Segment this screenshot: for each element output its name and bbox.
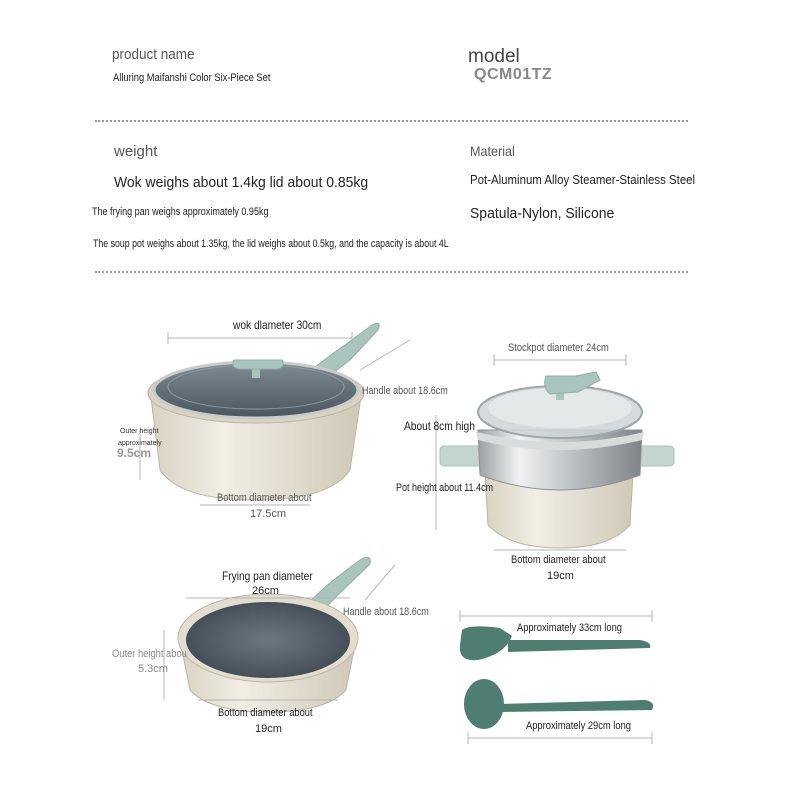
stockpot-diameter-label: Stockpot diameter 24cm — [508, 342, 609, 354]
frying-pan-bottom-line1: Bottom diameter about — [218, 707, 313, 719]
wok-bottom-line1: Bottom diameter about — [217, 492, 312, 504]
pot-height-label: Pot height about 11.4cm — [396, 482, 494, 494]
frying-pan-outer-height-line2: 5.3cm — [138, 663, 168, 675]
material-label: Material — [470, 143, 515, 159]
wok-image — [148, 323, 379, 500]
weight-soup-pot: The soup pot weighs about 1.35kg, the lid weighs about 0.5kg, and the capacity is about 4L — [93, 238, 449, 250]
wok-outer-height-line2: approximately — [118, 440, 162, 447]
weight-frying-pan: The frying pan weighs approximately 0.95kg — [92, 206, 269, 218]
frying-pan-handle-label: Handle about 18.6cm — [343, 606, 429, 618]
material-pot: Pot-Aluminum Alloy Steamer-Stainless Steel — [470, 172, 696, 187]
model-label: model — [468, 46, 520, 67]
wok-handle-label: Handle about 18.6cm — [362, 385, 448, 397]
stockpot-bottom-line2: 19cm — [547, 570, 574, 582]
stockpot-bottom-line1: Bottom diameter about — [511, 554, 606, 566]
ladle-length-label: Approximately 29cm long — [526, 720, 631, 732]
wok-outer-height-line1: Outer height — [120, 428, 159, 435]
wok-outer-height-value: 9.5cm — [117, 446, 152, 460]
frying-pan-outer-height-line1: Outer height abou — [112, 648, 187, 660]
model-value: QCM01TZ — [474, 66, 553, 83]
wok-diameter-label: wok dlameter 30cm — [233, 318, 322, 332]
wok-bottom-line2: 17.5cm — [250, 508, 287, 520]
spatula-length-label: Approximately 33cm long — [517, 622, 622, 634]
frying-pan-diameter-line1: Frying pan diameter — [222, 569, 313, 583]
frying-pan-diameter-line2: 26cm — [252, 585, 279, 597]
material-spatula: Spatula-Nylon, Silicone — [470, 205, 615, 222]
frying-pan-bottom-line2: 19cm — [255, 723, 282, 735]
product-name-value: Alluring Maifanshi Color Six-Piece Set — [113, 72, 271, 84]
stockpot-image — [440, 372, 674, 548]
weight-label: weight — [114, 143, 158, 160]
product-name-label: product name — [112, 46, 195, 63]
weight-wok: Wok weighs about 1.4kg lid about 0.85kg — [114, 174, 369, 191]
steamer-height-label: About 8cm high — [404, 419, 475, 433]
